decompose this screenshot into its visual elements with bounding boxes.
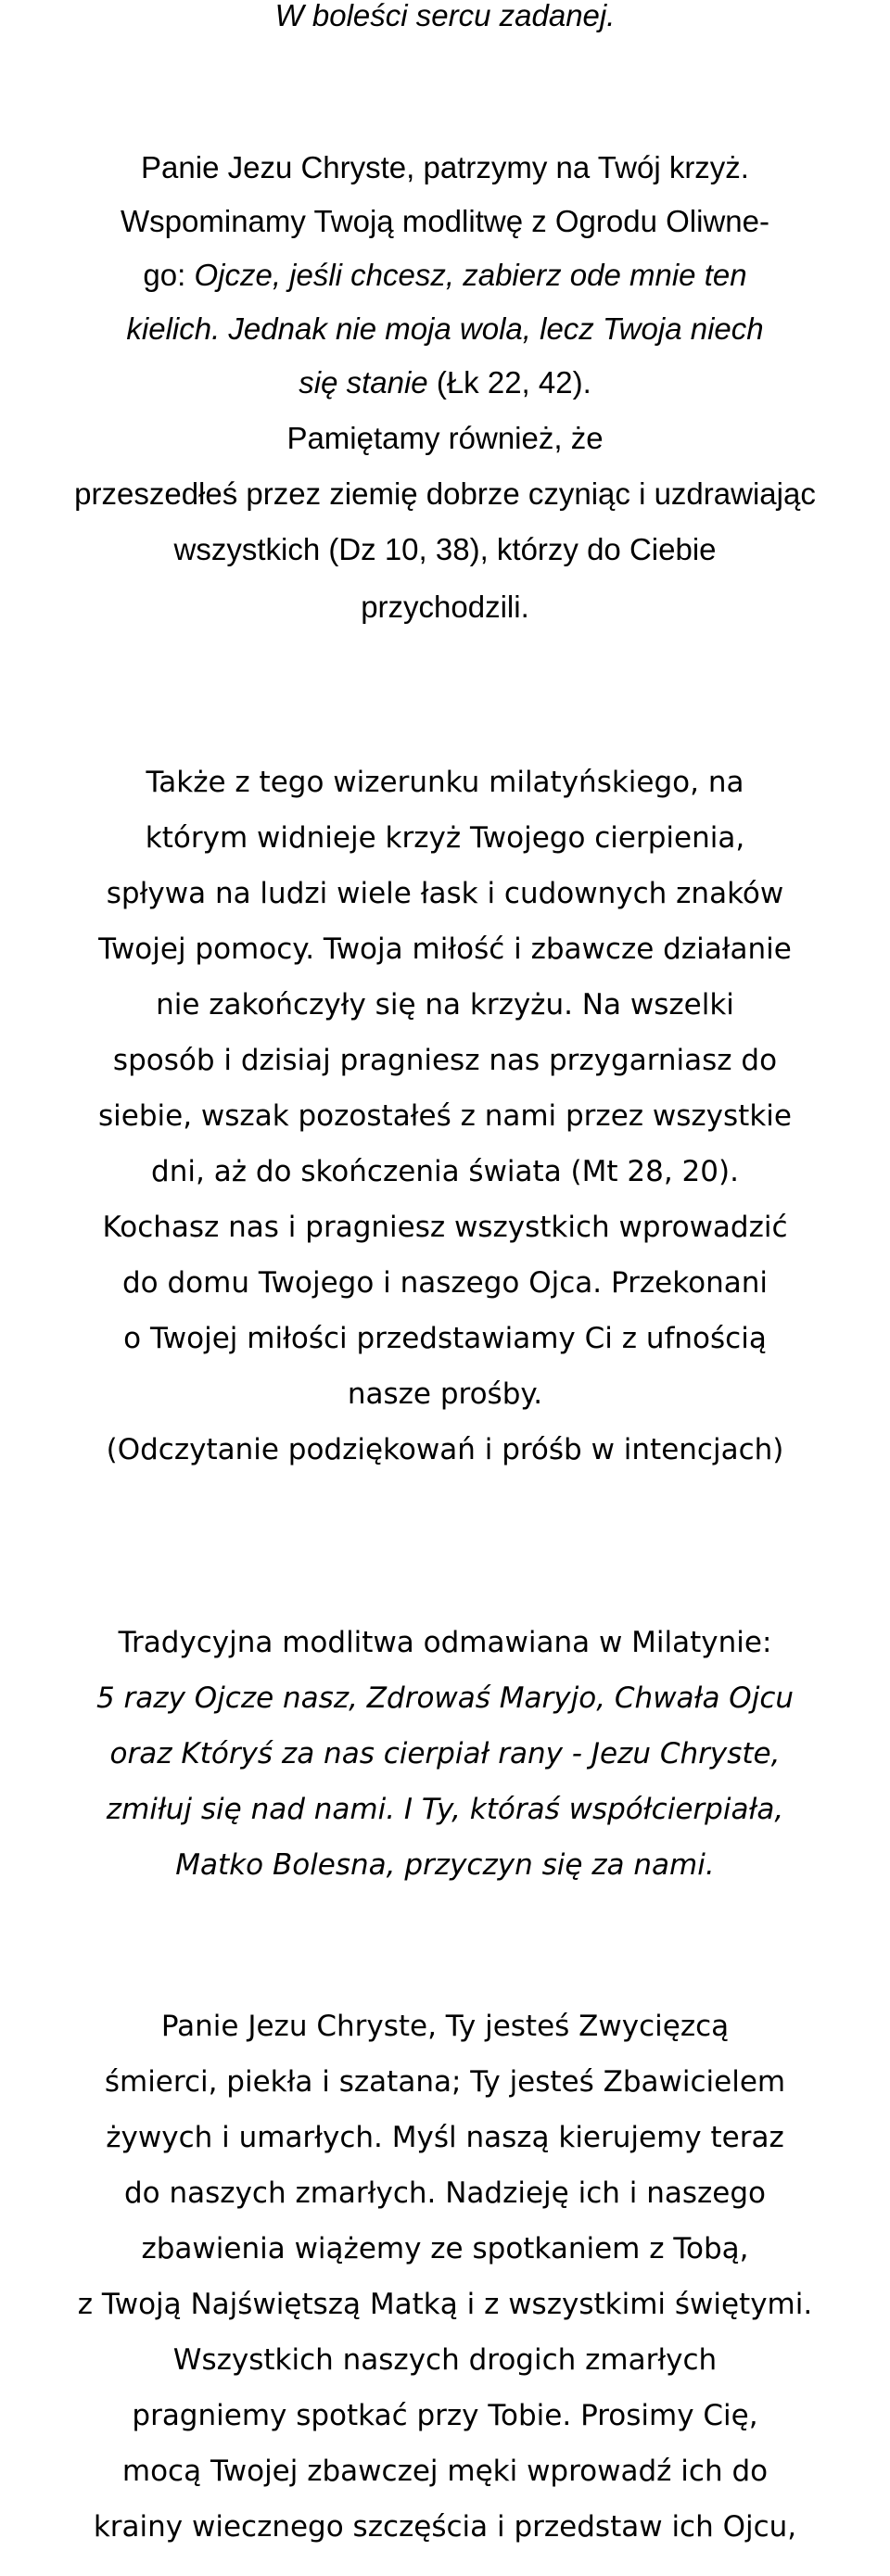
p2-line-6: sposób i dzisiaj pragniesz nas przygarniasz do xyxy=(112,1044,778,1077)
p2-line-3: spływa na ludzi wiele łask i cudownych znaków xyxy=(106,877,784,910)
p1-line-5-italic: się stanie xyxy=(299,365,428,400)
p1-line-5-plain: (Łk 22, 42). xyxy=(427,365,591,400)
p3-line-5: Matko Bolesna, przyczyn się za nami. xyxy=(175,1848,715,1882)
p1-line-4: kielich. Jednak nie moja wola, lecz Twoja niech xyxy=(126,311,764,346)
p2-line-11: o Twojej miłości przedstawiamy Ci z ufnością xyxy=(123,1322,767,1355)
p2-line-9: Kochasz nas i pragniesz wszystkich wprowadzić xyxy=(102,1211,788,1244)
p1-line-2: Wspominamy Twoją modlitwę z Ogrodu Oliwne- xyxy=(121,204,769,238)
p1-line-9: przychodzili. xyxy=(361,590,529,624)
p1-line-7: przeszedłeś przez ziemię dobrze czyniąc i uzdrawiając xyxy=(74,476,816,511)
p4-line-3: żywych i umarłych. Myśl naszą kierujemy teraz xyxy=(106,2121,784,2154)
p2-line-7: siebie, wszak pozostałeś z nami przez wszystkie xyxy=(98,1099,792,1133)
p4-line-7: Wszystkich naszych drogich zmarłych xyxy=(172,2343,718,2377)
p4-line-2: śmierci, piekła i szatana; Ty jesteś Zbawicielem xyxy=(104,2065,786,2099)
p2-line-12: nasze prośby. xyxy=(347,1377,543,1411)
p2-line-10: do domu Twojego i naszego Ojca. Przekonani xyxy=(122,1266,768,1300)
p2-line-5: nie zakończyły się na krzyżu. Na wszelki xyxy=(156,988,734,1022)
p4-line-1: Panie Jezu Chryste, Ty jesteś Zwycięzcą xyxy=(160,2010,730,2043)
p4-line-5: zbawienia wiążemy ze spotkaniem z Tobą, xyxy=(141,2232,749,2265)
p1-line-3-italic: Ojcze, jeśli chcesz, zabierz ode mnie ten xyxy=(194,258,747,292)
p1-line-5 xyxy=(0,365,890,400)
p2-line-4: Twojej pomocy. Twoja miłość i zbawcze działanie xyxy=(98,933,792,966)
p1-line-1: Panie Jezu Chryste, patrzymy na Twój krzyż. xyxy=(141,150,749,184)
p4-line-8: pragniemy spotkać przy Tobie. Prosimy Cię, xyxy=(132,2399,758,2432)
p3-line-2: 5 razy Ojcze nasz, Zdrowaś Maryjo, Chwała Ojcu xyxy=(95,1681,795,1715)
p3-line-3: oraz Któryś za nas cierpiał rany - Jezu Chryste, xyxy=(109,1737,781,1770)
p4-line-9: mocą Twojej zbawczej męki wprowadź ich do xyxy=(121,2455,769,2488)
p4-line-10: krainy wiecznego szczęścia i przedstaw ich Ojcu, xyxy=(93,2510,797,2544)
p1-line-8: wszystkich (Dz 10, 38), którzy do Ciebie xyxy=(173,532,717,566)
p4-line-4: do naszych zmarłych. Nadzieję ich i naszego xyxy=(124,2176,766,2210)
p2-line-1: Także z tego wizerunku milatyńskiego, na xyxy=(146,766,744,799)
p4-line-6: z Twoją Najświętszą Matką i z wszystkimi świętymi. xyxy=(77,2288,813,2321)
p1-line-3 xyxy=(0,258,890,293)
p1-line-3-plain: go: xyxy=(143,258,195,292)
p2-line-13: (Odczytanie podziękowań i próśb w intencjach) xyxy=(106,1433,784,1466)
p1-line-6: Pamiętamy również, że xyxy=(286,421,604,455)
p3-line-4: zmiłuj się nad nami. I Ty, któraś współcierpiała, xyxy=(106,1793,784,1826)
p2-line-8: dni, aż do skończenia świata (Mt 28, 20). xyxy=(151,1155,739,1188)
p3-line-1: Tradycyjna modlitwa odmawiana w Milatynie: xyxy=(118,1626,772,1659)
intro-title-line: W boleści sercu zadanej. xyxy=(274,0,616,32)
p2-line-2: którym widnieje krzyż Twojego cierpienia, xyxy=(145,821,745,855)
